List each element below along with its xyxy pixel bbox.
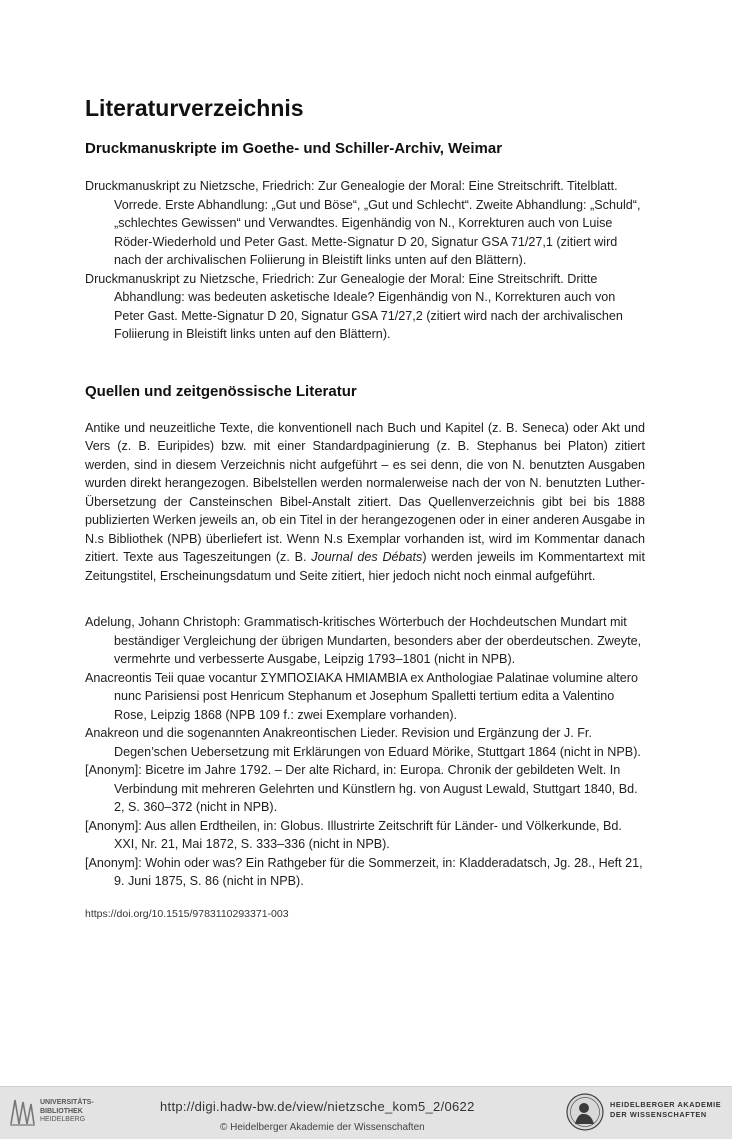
intro-text-part1: Antike und neuzeitliche Texte, die konventionell nach Buch und Kapitel (z. B. Seneca) oder Akt und Vers (z. B. Euripides) bzw. mit einer Standardpaginierung (z. B. Stephanus bei Platon) zitiert werden, sind in diesem Verzeichnis nicht aufgeführt – es sei denn, die von N. benutzten Ausgaben wurden direkt herangezogen. Bibelstellen werden normalerweise nach der von N. benutzten Luther-Übersetzung der Cansteinschen Bibel-Anstalt zitiert. Das Quellenverzeichnis gibt bei bis 1888 publizierten Werken jeweils an, ob ein Titel in der herangezogenen oder in einer anderen Ausgabe in N.s Bibliothek (NPB) überliefert ist. Wenn N.s Exemplar vorhanden ist, wird im Kommentar danach zitiert. Texte aus Tageszeitungen (z. B.	[85, 420, 645, 564]
footer-bar	[0, 1086, 732, 1139]
library-name-line: HEIDELBERG	[40, 1116, 86, 1123]
intro-paragraph	[85, 419, 645, 586]
permalink-url[interactable]: http://digi.hadw-bw.de/view/nietzsche_kom5_2/0622	[160, 1099, 475, 1114]
university-library-logo-icon	[9, 1096, 35, 1126]
manuscript-list	[85, 177, 645, 344]
bibliography-list	[85, 613, 645, 891]
manuscript-entry: Druckmanuskript zu Nietzsche, Friedrich: Zur Genealogie der Moral: Eine Streitschrift. Dritte Abhandlung: was bedeuten asketische Ideale? Eigenhändig von N., Korrekturen auch von Peter Gast. Mette-Signatur D 20, Signatur GSA 71/27,2 (zitiert wird nach der archivalischen Foliierung in Bleistift links unten auf den Blättern).	[85, 271, 623, 341]
library-name-line: UNIVERSITÄTS-	[40, 1099, 94, 1106]
manuscript-entry: Druckmanuskript zu Nietzsche, Friedrich: Zur Genealogie der Moral: Eine Streitschrift. Titelblatt. Vorrede. Erste Abhandlung: „Gut und Böse“, „Gut und Schlecht“. Zweite Abhandlung: „Schuld“, „schlechtes Gewissen“ und Verwandtes. Eigenhändig von N., Korrekturen auch von Luise Röder-Wiederhold und Peter Gast. Mette-Signatur D 20, Signatur GSA 71/27,1 (zitiert wird nach der archivalischen Foliierung in Bleistift links unten auf den Blättern).	[85, 179, 641, 267]
academy-name-line: DER WISSENSCHAFTEN	[610, 1110, 707, 1119]
bibliography-entry: Anakreon und die sogenannten Anakreontischen Lieder. Revision und Ergänzung der J. Fr. Degen’schen Uebersetzung mit Erklärungen von Eduard Mörike, Stuttgart 1864 (nicht in NPB).	[85, 726, 641, 759]
academy-name	[610, 1100, 721, 1120]
section-heading-sources: Quellen und zeitgenössische Literatur	[85, 382, 357, 400]
bibliography-entry: [Anonym]: Aus allen Erdtheilen, in: Globus. Illustrirte Zeitschrift für Länder- und Völkerkunde, Bd. XXI, Nr. 21, Mai 1872, S. 333–336 (nicht in NPB).	[85, 818, 622, 851]
page-title: Literaturverzeichnis	[85, 95, 304, 121]
bibliography-entry: [Anonym]: Bicetre im Jahre 1792. – Der alte Richard, in: Europa. Chronik der gebildeten Welt. In Verbindung mit mehreren Gelehrten und Künstlern hg. von August Lewald, Stuttgart 1840, Bd. 2, S. 360–372 (nicht in NPB).	[85, 763, 638, 814]
bibliography-entry: Adelung, Johann Christoph: Grammatisch-kritisches Wörterbuch der Hochdeutschen Mundart mit beständiger Vergleichung der übrigen Mundarten, besonders aber der oberdeutschen. Zweyte, vermehrte und verbesserte Ausgabe, Leipzig 1793–1801 (nicht in NPB).	[85, 615, 642, 666]
bibliography-entry: Anacreontis Teii quae vocantur ΣΥΜΠΟΣΙΑΚΑ ΗΜΙΑΜΒΙΑ ex Anthologiae Palatinae volumine altero nunc Parisiensi post Henricum Stephanum et Josephum Spalletti tertium edita a Valentino Rose, Leipzig 1868 (NPB 109 f.: zwei Exemplare vorhanden).	[85, 670, 638, 722]
doi-link[interactable]: https://doi.org/10.1515/9783110293371-003	[85, 907, 289, 920]
section-heading-manuscripts: Druckmanuskripte im Goethe- und Schiller-Archiv, Weimar	[85, 140, 503, 157]
page-content	[85, 92, 645, 921]
intro-text-part2: ) werden jeweils im Kommentartext mit Zeitungstitel, Erscheinungsdatum und Seite zitiert, hier jedoch nicht noch einmal aufgeführt.	[85, 550, 645, 583]
academy-name-line: HEIDELBERGER AKADEMIE	[610, 1100, 722, 1109]
academy-seal-icon	[566, 1093, 604, 1131]
bibliography-entry: [Anonym]: Wohin oder was? Ein Rathgeber für die Sommerzeit, in: Kladderadatsch, Jg. 28., Heft 21, 9. Juni 1875, S. 86 (nicht in NPB).	[85, 855, 643, 888]
copyright-notice: © Heidelberger Akademie der Wissenschaften	[220, 1122, 425, 1133]
university-library-name	[40, 1099, 94, 1125]
intro-text-italic-title: Journal des Débats	[311, 550, 423, 564]
library-name-line: BIBLIOTHEK	[40, 1107, 83, 1115]
